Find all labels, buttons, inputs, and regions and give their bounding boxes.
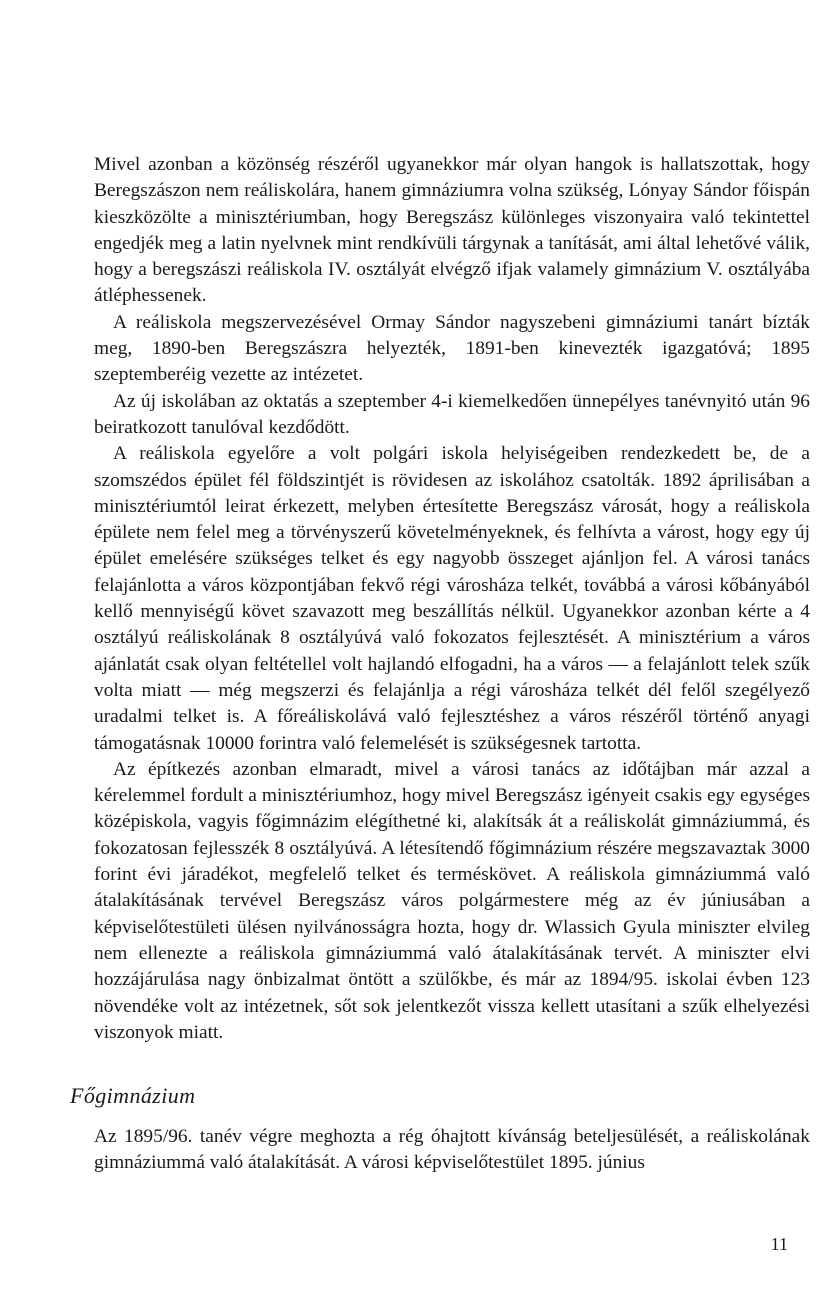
paragraph-4: A reáliskola egyelőre a volt polgári iskola helyiségeiben rendezkedett be, de a szomszédos épület fél földszintjét is rövidesen az iskolához csatolták. 1892 áprilisában a minisztériumtól leirat érkezett, melyben értesítette Beregszász városát, hogy a reáliskola épülete nem felel meg a törvényszerű követelményeknek, és felhívta a várost, hogy egy új épület emelésére szükséges telket és egy nagyobb összeget ajánljon fel. A városi tanács felajánlotta a város központjában fekvő régi városháza telkét, továbbá a városi kőbányából kellő mennyiségű követ szavazott meg beszállítás nélkül. Ugyanekkor azonban kérte a 4 osztályú reáliskolának 8 osztályúvá való fokozatos fejlesztését. A minisztérium a város ajánlatát csak olyan feltétellel volt hajlandó elfogadni, ha a város — a felajánlott telek szűk volta miatt — még megszerzi és felajánlja a régi városháza telkét dél felől szegélyező uradalmi telket is. A főreáliskolává való fejlesztéshez a város részéről történő anyagi támogatásnak 10000 forintra való felemelését is szükségesnek tartotta.	[94, 443, 810, 754]
section-heading: Főgimnázium	[70, 1083, 196, 1108]
paragraph-2: A reáliskola megszervezésével Ormay Sándor nagyszebeni gimnáziumi tanárt bízták meg, 1890-ben Beregszászra helyezték, 1891-ben kinevezték igazgatóvá; 1895 szeptemberéig vezette az intézetet.	[94, 311, 810, 386]
paragraph-5: Az építkezés azonban elmaradt, mivel a városi tanács az időtájban már azzal a kérelemmel fordult a minisztériumhoz, hogy mivel Beregszász igényeit csakis egy egységes középiskola, vagyis főgimnázim elégíthetné ki, alakítsák át a reáliskolát gimnáziummá, és fokozatosan fejlesszék 8 osztályúvá. A létesítendő főgimnázium részére megszavaztak 3000 forint évi járadékot, megfelelő telket és terméskövet. A reáliskola gimnáziummá való átalakításának tervével Beregszász város polgármestere még az év júniusában a képviselőtestületi ülésen nyilvánosságra hozta, hogy dr. Wlassich Gyula miniszter elvileg nem ellenezte a reáliskola gimnáziummá való átalakításának tervét. A miniszter elvi hozzájárulása nagy önbizalmat öntött a szülőkbe, és már az 1894/95. iskolai évben 123 növendéke volt az intézetnek, sőt sok jelentkezőt vissza kellett utasítani a szűk elhelyezési viszonyok miatt.	[94, 758, 810, 1043]
page-number: 11	[770, 1234, 788, 1254]
paragraph-3: Az új iskolában az oktatás a szeptember 4-i kiemelkedően ünnepélyes tanévnyitó után 96 beiratkozott tanulóval kezdődött.	[94, 390, 810, 438]
section-paragraph: Az 1895/96. tanév végre meghozta a rég óhajtott kívánság beteljesülését, a reáliskolának gimnáziummá való átalakítását. A városi képviselőtestület 1895. június	[94, 1126, 810, 1174]
body-text	[94, 152, 810, 1046]
paragraph-1: Mivel azonban a közönség részéről ugyanekkor már olyan hangok is hallatszottak, hogy Beregszászon nem reáliskolára, hanem gimnáziumra volna szükség, Lónyay Sándor főispán kieszközölte a minisztériumban, hogy Beregszász különleges viszonyaira való tekintettel engedjék meg a latin nyelvnek mint rendkívüli tárgynak a tanítását, ami által lehetővé válik, hogy a beregszászi reáliskola IV. osztályát elvégző ifjak valamely gimnázium V. osztályába átléphessenek.	[94, 154, 810, 307]
